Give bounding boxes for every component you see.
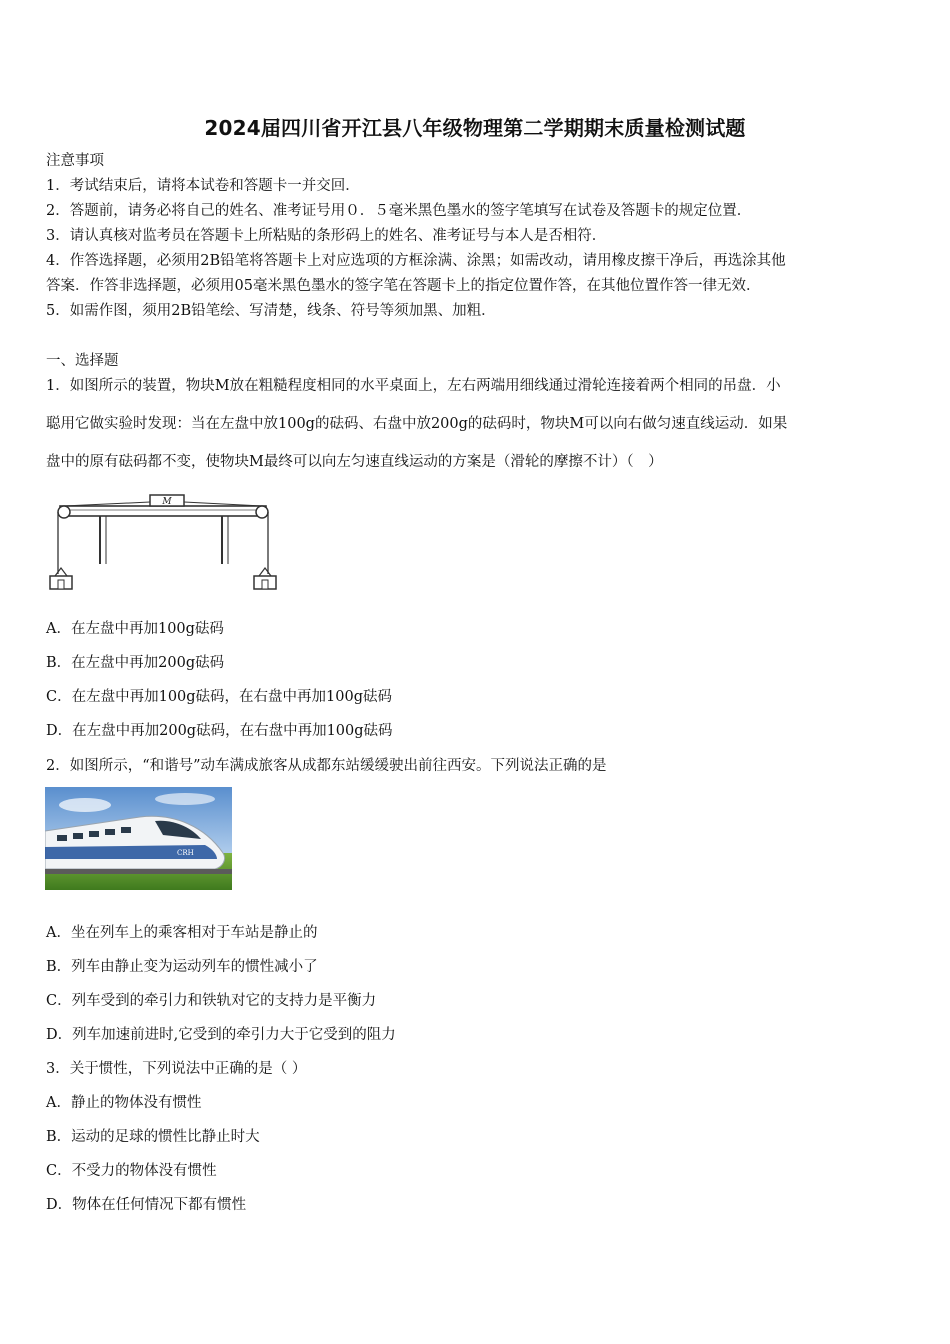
- q3-option-c: C．不受力的物体没有惯性: [46, 1163, 217, 1179]
- q2-option-d: D．列车加速前进时,它受到的牵引力大于它受到的阻力: [46, 1027, 396, 1043]
- notice-item: 4．作答选择题，必须用2B铅笔将答题卡上对应选项的方框涂满、涂黑；如需改动，请用橡皮擦干净后，再选涂其他: [46, 253, 786, 269]
- q1-option-c: C．在左盘中再加100g砝码，在右盘中再加100g砝码: [46, 689, 393, 705]
- q1-option-d: D．在左盘中再加200g砝码，在右盘中再加100g砝码: [46, 723, 393, 739]
- train-photo: [45, 787, 232, 890]
- notice-item: 答案．作答非选择题，必须用05毫米黑色墨水的签字笔在答题卡上的指定位置作答，在其他位置作答一律无效．: [46, 278, 761, 294]
- block-m-label: M: [162, 497, 172, 507]
- q2-option-a: A．坐在列车上的乘客相对于车站是静止的: [46, 925, 318, 941]
- question-3-stem: 3．关于惯性，下列说法中正确的是（ ）: [46, 1061, 307, 1077]
- q3-option-d: D．物体在任何情况下都有惯性: [46, 1197, 247, 1213]
- notice-item: 5．如需作图，须用2B铅笔绘、写清楚，线条、符号等须加黑、加粗．: [46, 303, 496, 319]
- q1-option-b: B．在左盘中再加200g砝码: [46, 655, 225, 671]
- page-title: 2024届四川省开江县八年级物理第二学期期末质量检测试题: [204, 116, 746, 140]
- question-2-stem: 2．如图所示，“和谐号”动车满成旅客从成都东站缓缓驶出前往西安。下列说法正确的是: [46, 758, 607, 774]
- q1-option-a: A．在左盘中再加100g砝码: [46, 621, 224, 637]
- q2-option-b: B．列车由静止变为运动列车的惯性减小了: [46, 959, 318, 975]
- pulley-apparatus-figure: [46, 492, 282, 592]
- section-heading: 一、选择题: [46, 353, 119, 369]
- q3-option-a: A．静止的物体没有惯性: [46, 1095, 202, 1111]
- notice-item: 2．答题前，请务必将自己的姓名、准考证号用０．５毫米黑色墨水的签字笔填写在试卷及答题卡的规定位置．: [46, 203, 752, 219]
- notice-item: 1．考试结束后，请将本试卷和答题卡一并交回．: [46, 178, 360, 194]
- question-1-line-3: 盘中的原有砝码都不变，使物块M最终可以向左匀速直线运动的方案是（滑轮的摩擦不计）（ ）: [46, 454, 663, 470]
- notice-heading: 注意事项: [46, 153, 104, 169]
- notice-item: 3．请认真核对监考员在答题卡上所粘贴的条形码上的姓名、准考证号与本人是否相符．: [46, 228, 607, 244]
- q2-option-c: C．列车受到的牵引力和铁轨对它的支持力是平衡力: [46, 993, 377, 1009]
- q3-option-b: B．运动的足球的惯性比静止时大: [46, 1129, 260, 1145]
- train-label: CRH: [177, 849, 194, 857]
- question-1-line-1: 1．如图所示的装置，物块M放在粗糙程度相同的水平桌面上，左右两端用细线通过滑轮连接着两个相同的吊盘．小: [46, 378, 781, 394]
- question-1-line-2: 聪用它做实验时发现：当在左盘中放100g的砝码、右盘中放200g的砝码时，物块M可以向右做匀速直线运动．如果: [46, 416, 788, 432]
